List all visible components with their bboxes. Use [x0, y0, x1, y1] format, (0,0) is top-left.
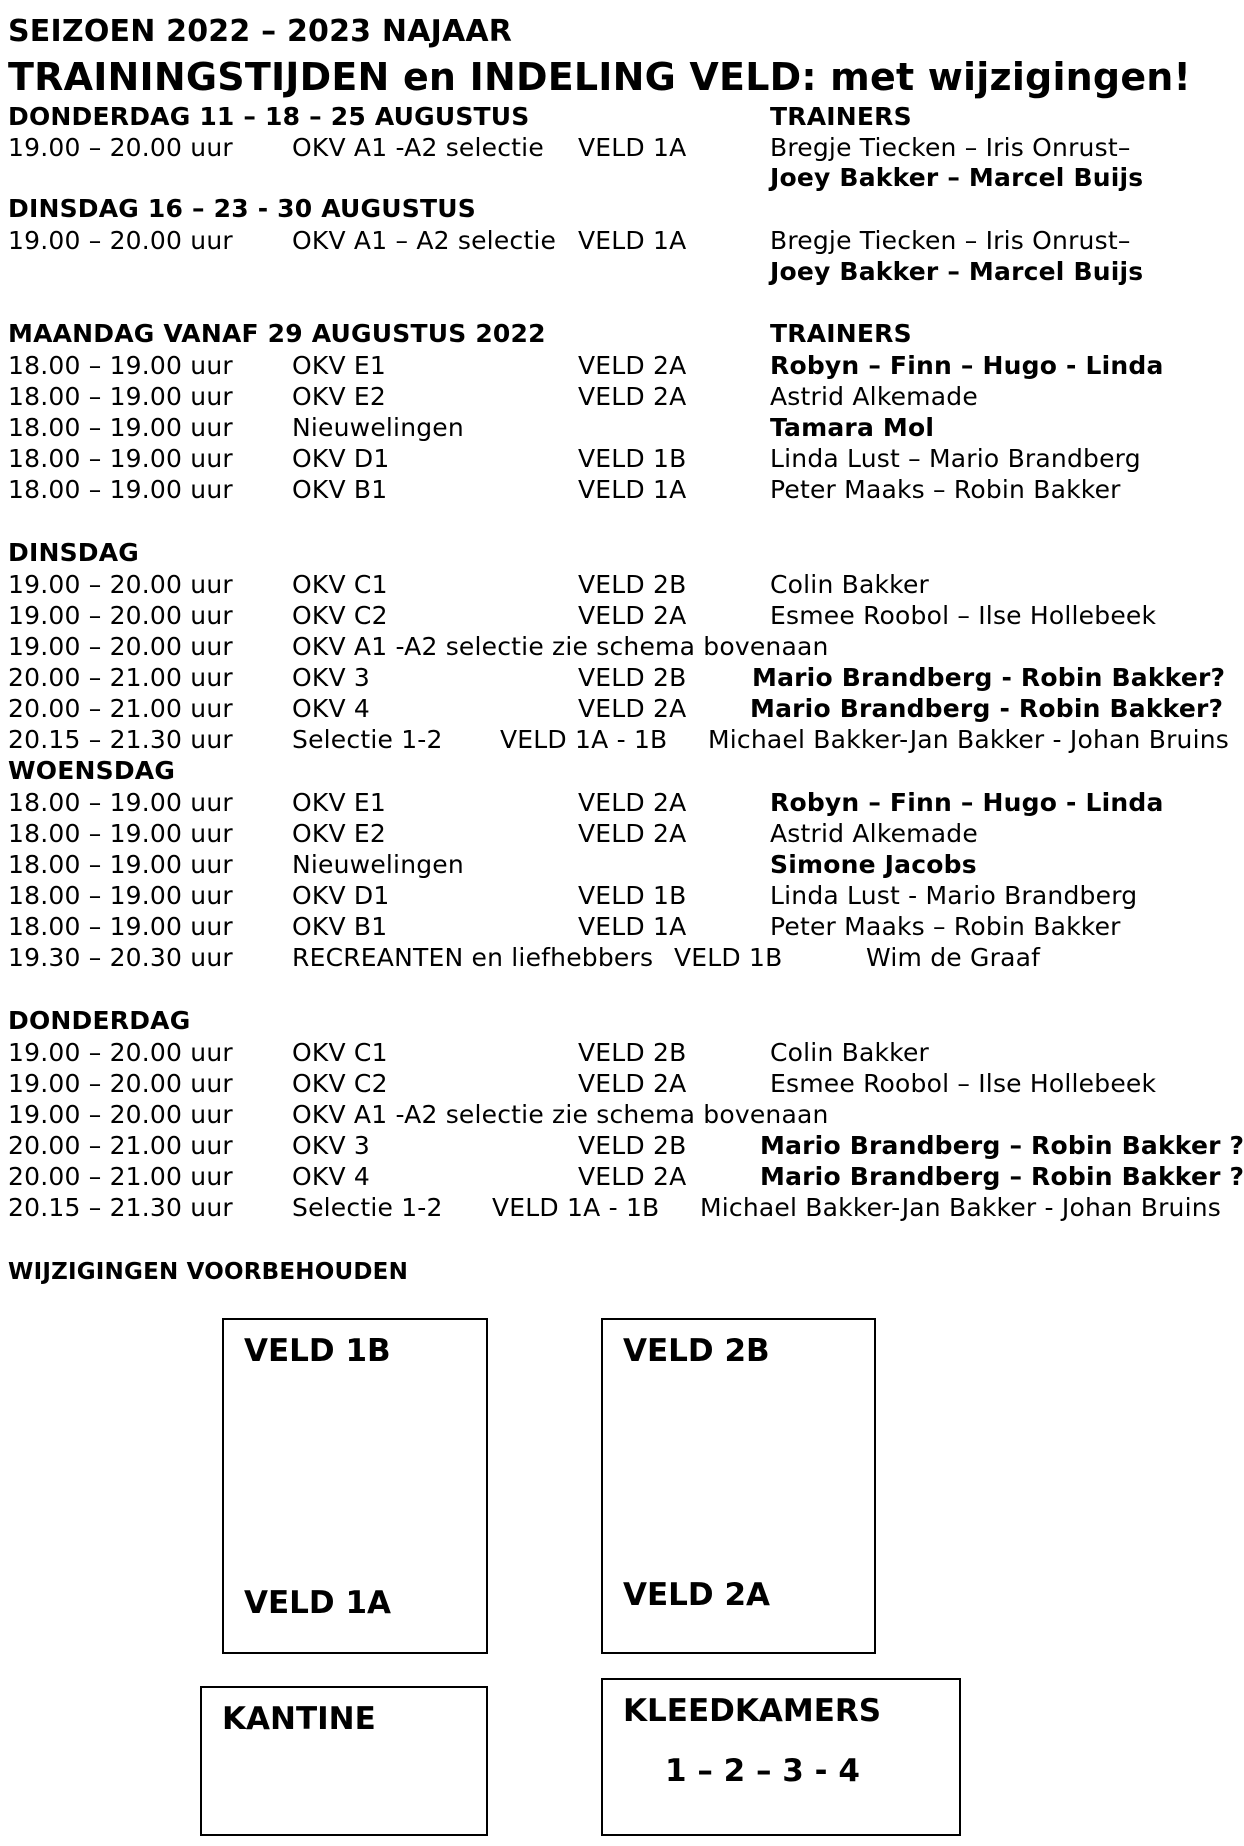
group-cell: OKV E1 — [292, 351, 387, 380]
group-cell: OKV A1 – A2 selectie — [292, 226, 557, 255]
field-cell: VELD 1A - 1B — [492, 1193, 660, 1222]
disclaimer: WIJZIGINGEN VOORBEHOUDEN — [8, 1259, 409, 1285]
section-heading: DONDERDAG — [8, 1006, 191, 1035]
group-cell: OKV B1 — [292, 475, 388, 504]
field-cell: VELD 2A — [578, 819, 687, 848]
section-heading: DINSDAG — [8, 538, 140, 567]
field-cell: VELD 2B — [578, 1038, 687, 1067]
field-cell: VELD 1A — [578, 912, 687, 941]
time-cell: 20.00 – 21.00 uur — [8, 1131, 233, 1160]
group-cell: OKV A1 -A2 selectie zie schema bovenaan — [292, 1100, 829, 1129]
season-title: SEIZOEN 2022 – 2023 NAJAAR — [8, 14, 513, 49]
field-cell: VELD 2A — [578, 788, 687, 817]
field-cell: VELD 1B — [578, 881, 687, 910]
group-cell: OKV 4 — [292, 1162, 371, 1191]
trainer-cell: Mario Brandberg – Robin Bakker ? — [760, 1162, 1244, 1191]
group-cell: Selectie 1-2 — [292, 1193, 443, 1222]
trainer-cell: Michael Bakker-Jan Bakker - Johan Bruins — [700, 1193, 1222, 1222]
group-cell: OKV 3 — [292, 1131, 371, 1160]
trainer-cell: Robyn – Finn – Hugo - Linda — [770, 351, 1164, 380]
trainer-cell: Linda Lust – Mario Brandberg — [770, 444, 1141, 473]
group-cell: OKV E1 — [292, 788, 387, 817]
field-cell: VELD 2B — [578, 570, 687, 599]
kleedkamers-numbers: 1 – 2 – 3 - 4 — [665, 1753, 860, 1789]
time-cell: 19.00 – 20.00 uur — [8, 133, 233, 162]
group-cell: OKV D1 — [292, 881, 390, 910]
field-cell: VELD 1A - 1B — [500, 725, 668, 754]
trainer-cell: Peter Maaks – Robin Bakker — [770, 912, 1121, 941]
group-cell: OKV C2 — [292, 601, 388, 630]
trainer-cell: Robyn – Finn – Hugo - Linda — [770, 788, 1164, 817]
section-heading: MAANDAG VANAF 29 AUGUSTUS 2022 — [8, 319, 546, 348]
field-cell: VELD 2A — [578, 1162, 687, 1191]
time-cell: 19.30 – 20.30 uur — [8, 943, 233, 972]
field-cell: VELD 2A — [578, 1069, 687, 1098]
trainer-cell: Esmee Roobol – Ilse Hollebeek — [770, 601, 1157, 630]
trainer-cell: Wim de Graaf — [866, 943, 1041, 972]
trainer-cell: Colin Bakker — [770, 1038, 930, 1067]
group-cell: OKV D1 — [292, 444, 390, 473]
group-cell: Nieuwelingen — [292, 850, 464, 879]
group-cell: OKV 4 — [292, 694, 371, 723]
time-cell: 20.00 – 21.00 uur — [8, 1162, 233, 1191]
field-cell: VELD 2A — [578, 694, 687, 723]
time-cell: 18.00 – 19.00 uur — [8, 382, 233, 411]
time-cell: 19.00 – 20.00 uur — [8, 601, 233, 630]
time-cell: 18.00 – 19.00 uur — [8, 413, 233, 442]
time-cell: 19.00 – 20.00 uur — [8, 570, 233, 599]
time-cell: 19.00 – 20.00 uur — [8, 226, 233, 255]
trainer-cell: Astrid Alkemade — [770, 819, 978, 848]
trainer-extra: Joey Bakker – Marcel Buijs — [770, 257, 1144, 286]
group-cell: OKV C2 — [292, 1069, 388, 1098]
field-cell: VELD 1A — [578, 226, 687, 255]
trainer-cell: Mario Brandberg - Robin Bakker? — [752, 663, 1226, 692]
trainer-cell: Linda Lust - Mario Brandberg — [770, 881, 1138, 910]
field-cell: VELD 1A — [578, 475, 687, 504]
time-cell: 18.00 – 19.00 uur — [8, 881, 233, 910]
trainer-cell: Tamara Mol — [770, 413, 935, 442]
group-cell: OKV B1 — [292, 912, 388, 941]
field-cell: VELD 1B — [674, 943, 783, 972]
time-cell: 18.00 – 19.00 uur — [8, 475, 233, 504]
trainer-cell: Bregje Tiecken – Iris Onrust– — [770, 226, 1131, 255]
section-heading: WOENSDAG — [8, 756, 176, 785]
time-cell: 19.00 – 20.00 uur — [8, 1038, 233, 1067]
group-cell: OKV A1 -A2 selectie — [292, 133, 544, 162]
trainer-cell: Esmee Roobol – Ilse Hollebeek — [770, 1069, 1157, 1098]
time-cell: 18.00 – 19.00 uur — [8, 850, 233, 879]
group-cell: Selectie 1-2 — [292, 725, 443, 754]
trainer-cell: Simone Jacobs — [770, 850, 977, 879]
section-heading: DONDERDAG 11 – 18 – 25 AUGUSTUS — [8, 102, 530, 131]
time-cell: 18.00 – 19.00 uur — [8, 351, 233, 380]
time-cell: 20.15 – 21.30 uur — [8, 725, 233, 754]
time-cell: 18.00 – 19.00 uur — [8, 912, 233, 941]
time-cell: 18.00 – 19.00 uur — [8, 444, 233, 473]
field-cell: VELD 2A — [578, 351, 687, 380]
trainer-cell: Astrid Alkemade — [770, 382, 978, 411]
field-label-2b: VELD 2B — [623, 1333, 770, 1369]
field-label-1a: VELD 1A — [244, 1585, 392, 1621]
field-label-1b: VELD 1B — [244, 1333, 391, 1369]
group-cell: OKV C1 — [292, 1038, 388, 1067]
kantine-label: KANTINE — [222, 1701, 376, 1737]
time-cell: 19.00 – 20.00 uur — [8, 632, 233, 661]
section-heading: DINSDAG 16 – 23 - 30 AUGUSTUS — [8, 194, 476, 223]
group-cell: Nieuwelingen — [292, 413, 464, 442]
trainer-cell: Peter Maaks – Robin Bakker — [770, 475, 1121, 504]
field-cell: VELD 1A — [578, 133, 687, 162]
time-cell: 19.00 – 20.00 uur — [8, 1100, 233, 1129]
field-cell: VELD 2B — [578, 1131, 687, 1160]
trainer-cell: Michael Bakker-Jan Bakker - Johan Bruins — [708, 725, 1230, 754]
kleedkamers-box — [601, 1678, 961, 1836]
trainers-heading: TRAINERS — [770, 319, 912, 348]
group-cell: OKV 3 — [292, 663, 371, 692]
time-cell: 19.00 – 20.00 uur — [8, 1069, 233, 1098]
time-cell: 20.00 – 21.00 uur — [8, 694, 233, 723]
group-cell: OKV C1 — [292, 570, 388, 599]
time-cell: 18.00 – 19.00 uur — [8, 819, 233, 848]
group-cell: RECREANTEN en liefhebbers — [292, 943, 654, 972]
trainer-extra: Joey Bakker – Marcel Buijs — [770, 163, 1144, 192]
group-cell: OKV E2 — [292, 382, 387, 411]
field-cell: VELD 1B — [578, 444, 687, 473]
trainer-cell: Mario Brandberg - Robin Bakker? — [750, 694, 1224, 723]
trainer-cell: Bregje Tiecken – Iris Onrust– — [770, 133, 1131, 162]
field-cell: VELD 2A — [578, 601, 687, 630]
kantine-box — [200, 1686, 488, 1836]
field-cell: VELD 2A — [578, 382, 687, 411]
field-cell: VELD 2B — [578, 663, 687, 692]
trainer-cell: Mario Brandberg – Robin Bakker ? — [760, 1131, 1244, 1160]
time-cell: 20.15 – 21.30 uur — [8, 1193, 233, 1222]
field-label-2a: VELD 2A — [623, 1577, 771, 1613]
field-box-veld-2 — [601, 1318, 876, 1654]
kleedkamers-label: KLEEDKAMERS — [623, 1693, 882, 1729]
time-cell: 18.00 – 19.00 uur — [8, 788, 233, 817]
group-cell: OKV A1 -A2 selectie zie schema bovenaan — [292, 632, 829, 661]
page-title: TRAININGSTIJDEN en INDELING VELD: met wijzigingen! — [8, 55, 1192, 99]
trainer-cell: Colin Bakker — [770, 570, 930, 599]
trainers-heading: TRAINERS — [770, 102, 912, 131]
time-cell: 20.00 – 21.00 uur — [8, 663, 233, 692]
group-cell: OKV E2 — [292, 819, 387, 848]
field-box-veld-1 — [222, 1318, 488, 1654]
